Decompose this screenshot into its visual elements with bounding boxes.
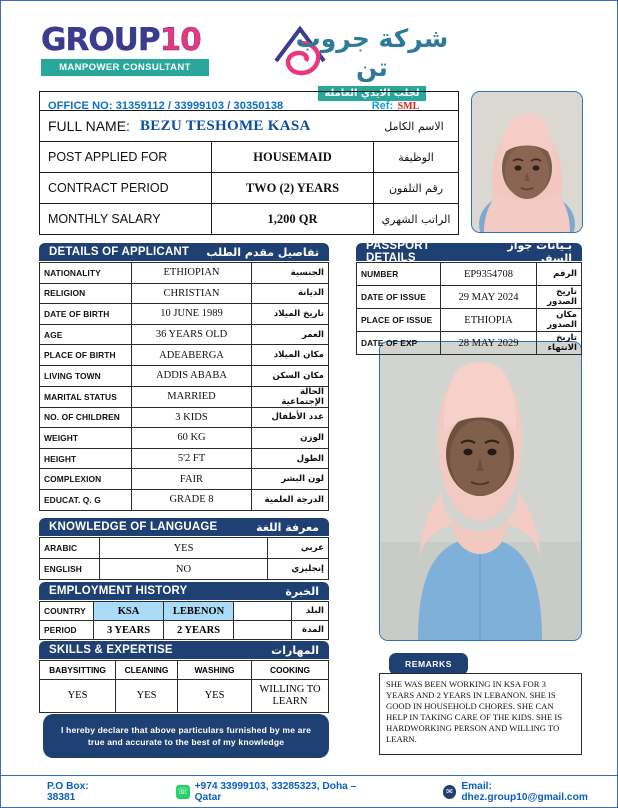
applicant-full-photo [379, 341, 582, 641]
cell-period-3 [234, 621, 292, 640]
skill-value-cooking: WILLING TO LEARN [252, 680, 329, 713]
section-title-en: PASSPORT DETAILS [366, 240, 431, 264]
cell-arabic: الرقم [537, 263, 582, 286]
section-header-language [39, 518, 329, 536]
section-title-en: EMPLOYMENT HISTORY [49, 585, 188, 597]
cell-value: 3 KIDS [132, 407, 252, 428]
section-header-passport-details [356, 239, 582, 265]
cell-arabic: الحالة الإجتماعية [252, 386, 329, 407]
cell-value: 28 MAY 2029 [441, 332, 537, 355]
language-table [39, 537, 329, 580]
table-row [40, 489, 329, 510]
section-title-ar: المهارات [271, 643, 319, 657]
cell-label: PLACE OF ISSUE [357, 309, 441, 332]
row-value: HOUSEMAID [212, 142, 374, 172]
table-row-monthly-salary [39, 204, 459, 235]
cell-arabic: العمر [252, 324, 329, 345]
cell-value: 10 JUNE 1989 [132, 304, 252, 325]
row-arabic-label: الوظيفة [398, 150, 434, 164]
cell-arabic: تاريخ الانتهاء [537, 332, 582, 355]
cell-label: HEIGHT [40, 448, 132, 469]
cell-label: AGE [40, 324, 132, 345]
cell-arabic-period: المدة [292, 621, 329, 640]
cell-value: ETHIOPIA [441, 309, 537, 332]
cell-arabic-country: البلد [292, 602, 329, 621]
row-arabic-label: رقم التلفون [388, 181, 444, 195]
skill-header-cleaning: CLEANING [116, 661, 178, 680]
cell-arabic: مكان الميلاد [252, 345, 329, 366]
cell-arabic: مكان الصدور [537, 309, 582, 332]
cell-value: 36 YEARS OLD [132, 324, 252, 345]
footer-pobox: P.O Box: 38381 [47, 780, 89, 803]
table-row [40, 304, 329, 325]
cell-label: LIVING TOWN [40, 365, 132, 386]
cell-value: GRADE 8 [132, 489, 252, 510]
employment-history-table [39, 601, 329, 640]
cell-country-2: LEBENON [164, 602, 234, 621]
applicant-passport-photo [471, 91, 583, 233]
cell-period-2: 2 YEARS [164, 621, 234, 640]
cell-arabic: الطول [252, 448, 329, 469]
remarks-text-box: SHE WAS BEEN WORKING IN KSA FOR 3 YEARS AND 2 YEARS IN LEBANON. SHE IS GOOD IN HOUSEHOLD CHORES. SHE CAN HELP IN TAKING CARE OF THE KIDS. SHE IS HARDWORKING PERSON AND WILLING TO LEARN. [379, 673, 582, 755]
whatsapp-icon: ☏ [177, 786, 189, 797]
table-row [357, 286, 582, 309]
table-row [40, 386, 329, 407]
table-row [357, 309, 582, 332]
cell-value: 5'2 FT [132, 448, 252, 469]
top-info-table [39, 91, 459, 235]
logo-wordmark [41, 22, 221, 58]
cell-label: NO. OF CHILDREN [40, 407, 132, 428]
table-row [357, 263, 582, 286]
cell-value: CHRISTIAN [132, 283, 252, 304]
cell-label: PLACE OF BIRTH [40, 345, 132, 366]
cell-value: EP9354708 [441, 263, 537, 286]
remarks-tab-label: REMARKS [389, 653, 468, 675]
logo-main-text: GROUP [41, 22, 160, 58]
cell-country-3 [234, 602, 292, 621]
skill-header-babysitting: BABYSITTING [40, 661, 116, 680]
cell-arabic: عربي [268, 538, 329, 559]
table-row [40, 559, 329, 580]
cell-arabic: إنجليزي [268, 559, 329, 580]
row-label: MONTHLY SALARY [40, 204, 212, 234]
section-header-skills [39, 641, 329, 659]
full-name-row [39, 111, 459, 142]
cell-value: YES [100, 538, 268, 559]
cell-label: WEIGHT [40, 428, 132, 449]
table-row [40, 602, 329, 621]
cell-label: DATE OF ISSUE [357, 286, 441, 309]
cell-value: 29 MAY 2024 [441, 286, 537, 309]
applicant-details-table [39, 262, 329, 511]
cell-arabic: تاريخ الصدور [537, 286, 582, 309]
passport-details-table [356, 262, 582, 355]
cell-arabic: لون البشر [252, 469, 329, 490]
section-title-ar: بـيانات جواز السفر [507, 239, 572, 265]
section-title-ar: معرفة اللغة [256, 520, 319, 534]
section-title-ar: الخبرة [285, 584, 319, 598]
table-row-post-applied [39, 142, 459, 173]
full-name-cell [40, 111, 372, 141]
table-row [40, 448, 329, 469]
cell-value: 60 KG [132, 428, 252, 449]
cell-label: RELIGION [40, 283, 132, 304]
row-label: POST APPLIED FOR [40, 142, 212, 172]
cell-arabic: عدد الأطفال [252, 407, 329, 428]
cell-label: DATE OF BIRTH [40, 304, 132, 325]
table-row [40, 428, 329, 449]
table-row-contract-period [39, 173, 459, 204]
full-name-arabic-label: الاسم الكامل [384, 119, 444, 133]
cell-arabic: تاريخ الميلاد [252, 304, 329, 325]
footer-phone-text: +974 33999103, 33285323, Doha – Qatar [194, 780, 357, 803]
ref-label: Ref: [371, 100, 394, 112]
table-row [40, 365, 329, 386]
arabic-company-name: شركة جروب تن [295, 24, 449, 82]
cell-arabic: الدرجة العلمية [252, 489, 329, 510]
cell-value: MARRIED [132, 386, 252, 407]
company-logo [41, 22, 221, 76]
section-title-en: DETAILS OF APPLICANT [49, 246, 190, 258]
footer-phone-group [176, 781, 381, 803]
office-number-bar [39, 91, 459, 111]
logo-subtitle: MANPOWER CONSULTANT [41, 59, 209, 76]
skill-value-washing: YES [178, 680, 252, 713]
table-row [40, 407, 329, 428]
logo-accent-text: 10 [159, 22, 201, 58]
cell-arabic: الوزن [252, 428, 329, 449]
section-title-ar: تفاصيل مقدم الطلب [206, 245, 319, 259]
document-footer [1, 775, 617, 807]
table-row [357, 332, 582, 355]
arabic-tagline: لجلب الايدي العاملة [318, 86, 425, 101]
section-header-applicant-details [39, 243, 329, 261]
cell-arabic: الديانة [252, 283, 329, 304]
table-row [40, 283, 329, 304]
document-header [1, 1, 617, 99]
cell-value: FAIR [132, 469, 252, 490]
arabic-company-heading [277, 25, 467, 101]
cell-country-1: KSA [94, 602, 164, 621]
table-row [40, 469, 329, 490]
section-title-en: KNOWLEDGE OF LANGUAGE [49, 521, 218, 533]
row-value: TWO (2) YEARS [212, 173, 374, 203]
row-label: CONTRACT PERIOD [40, 173, 212, 203]
cell-label: EDUCAT. Q. G [40, 489, 132, 510]
declaration-banner: I hereby declare that above particulars furnished by me are true and accurate to the best of my knowledge [43, 714, 329, 758]
full-name-label: FULL NAME: [48, 118, 130, 134]
cell-value: ADEABERGA [132, 345, 252, 366]
cell-value: ADDIS ABABA [132, 365, 252, 386]
row-value: 1,200 QR [212, 204, 374, 234]
ref-value: SML [397, 101, 420, 112]
row-arabic-label: الراتب الشهري [381, 212, 451, 226]
skill-value-cleaning: YES [116, 680, 178, 713]
section-title-en: SKILLS & EXPERTISE [49, 644, 173, 656]
cell-value: ETHIOPIAN [132, 263, 252, 284]
envelope-icon: ✉ [443, 785, 457, 799]
full-name-value: BEZU TESHOME KASA [139, 117, 311, 134]
cell-label-country: COUNTRY [40, 602, 94, 621]
table-row [40, 324, 329, 345]
table-row-values [40, 680, 329, 713]
cell-label: ARABIC [40, 538, 100, 559]
cell-arabic: الجنسية [252, 263, 329, 284]
skill-value-babysitting: YES [40, 680, 116, 713]
skill-header-cooking: COOKING [252, 661, 329, 680]
footer-email-group[interactable] [443, 781, 617, 803]
cell-label: NATIONALITY [40, 263, 132, 284]
table-row [40, 263, 329, 284]
cell-label: NUMBER [357, 263, 441, 286]
cell-label: DATE OF EXP [357, 332, 441, 355]
cell-label: COMPLEXION [40, 469, 132, 490]
skills-table [39, 660, 329, 713]
cell-value: NO [100, 559, 268, 580]
cell-label: ENGLISH [40, 559, 100, 580]
cell-label: MARITAL STATUS [40, 386, 132, 407]
footer-email-text: Email: dhez.group10@gmail.com [461, 780, 588, 803]
section-header-employment [39, 582, 329, 600]
skill-header-washing: WASHING [178, 661, 252, 680]
table-row [40, 345, 329, 366]
table-row [40, 538, 329, 559]
table-row-headers [40, 661, 329, 680]
cell-arabic: مكان السكن [252, 365, 329, 386]
office-number-label: OFFICE NO: 31359112 / 33999103 / 30350138 [48, 100, 284, 112]
cell-label-period: PERIOD [40, 621, 94, 640]
table-row [40, 621, 329, 640]
cell-period-1: 3 YEARS [94, 621, 164, 640]
